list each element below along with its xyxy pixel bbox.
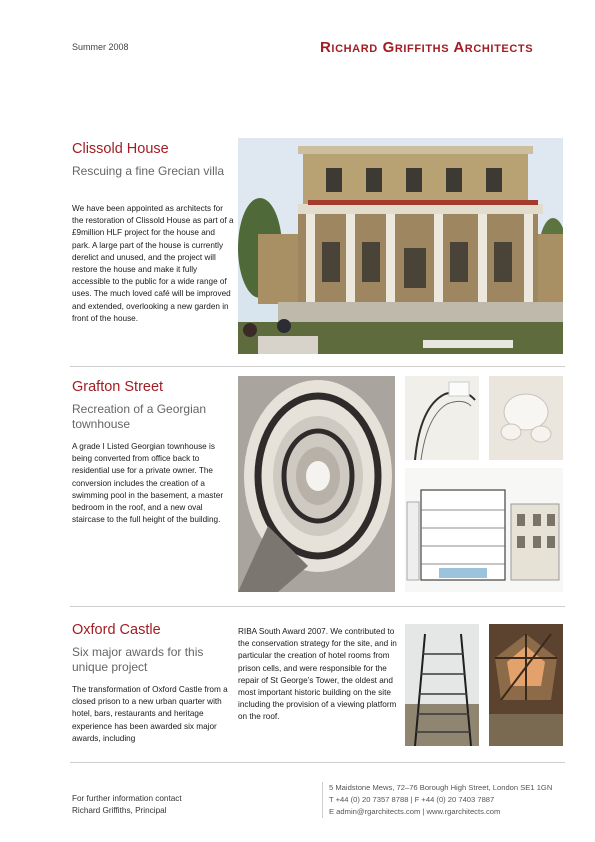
section-divider (70, 366, 565, 367)
firm-name-text: Richard Griffiths Architects (320, 39, 534, 56)
project-title-clissold: Clissold House (72, 141, 169, 157)
oval-staircase-photo (238, 376, 395, 592)
footer-address-block (322, 782, 552, 818)
phone-fax-line (329, 794, 552, 806)
separator: | (422, 807, 427, 816)
plaster-relief-photo (489, 376, 563, 460)
firm-name (320, 39, 533, 56)
office-address: 5 Maidstone Mews, 72–76 Borough High Street, London SE1 1GN (329, 783, 553, 792)
footer-contact (72, 793, 182, 817)
viewing-platform-stairs-photo (405, 624, 479, 746)
project-subtitle-grafton: Recreation of a Georgian townhouse (72, 402, 207, 431)
project-body-oxford: The transformation of Oxford Castle from a closed prison to a new urban quarter with hotel, bars, restaurants and heritage experience has been awarded six major awards, including (72, 685, 228, 743)
section-divider (70, 606, 565, 607)
website-link[interactable]: www.rgarchitects.com (426, 807, 501, 816)
project-title-oxford: Oxford Castle (72, 622, 161, 638)
project-subtitle-clissold: Rescuing a fine Grecian villa (72, 164, 225, 178)
issue-date: Summer 2008 (72, 42, 129, 52)
contact-intro: For further information contact (72, 794, 182, 803)
email-web-line (329, 806, 552, 818)
project-body-clissold: We have been appointed as architects for the restoration of Clissold House as part of a £9million HLF project for the house and park. A large part of the house is currently derelict and unused, and the project will restore the house and make it fully accessible to the public for a wide range of uses. The much loved café will be improved and extended, overlooking a new garden in front of the house. (72, 204, 234, 323)
clissold-house-photo (238, 138, 563, 354)
contact-person: Richard Griffiths, Principal (72, 806, 167, 815)
stair-detail-photo (405, 376, 479, 460)
project-body-grafton: A grade I Listed Georgian townhouse is being converted from office back to residential use for a private owner. The conversion includes the creation of a swimming pool in the basement, a master bedroom in the roof, and a new oval staircase to the full height of the building. (72, 442, 224, 525)
tower-roof-interior-photo (489, 624, 563, 746)
project-title-grafton: Grafton Street (72, 379, 164, 395)
fax-number: F +44 (0) 20 7403 7887 (414, 795, 495, 804)
project-body-oxford-continued: RIBA South Award 2007. We contributed to the conservation strategy for the site, and in particular the creation of hotel rooms from prison cells, and were responsible for the repair of St George’s Tower, the oldest and most important historic building on the site including the provision of a viewing platform on the roof. (238, 627, 397, 722)
separator: | (410, 795, 415, 804)
section-divider (70, 762, 565, 763)
building-section-drawing (405, 468, 563, 592)
project-subtitle-oxford: Six major awards for this unique project (72, 645, 204, 674)
email-link[interactable]: E admin@rgarchitects.com (329, 807, 421, 816)
phone-number[interactable]: T +44 (0) 20 7357 8788 (329, 795, 409, 804)
